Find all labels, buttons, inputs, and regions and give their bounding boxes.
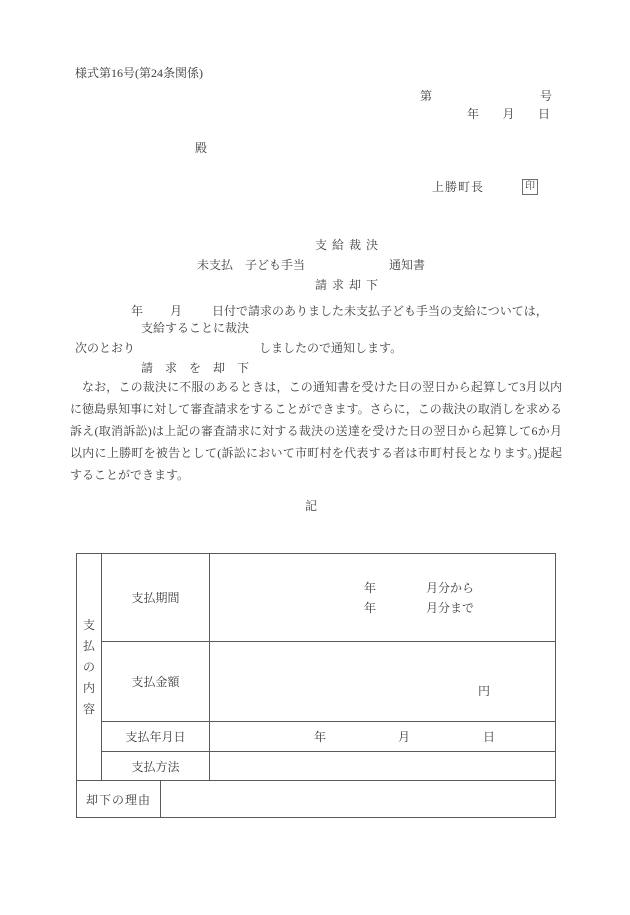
group-label: 支 払 の 内 容 [82, 617, 95, 716]
date-day-label: 日 [537, 107, 550, 121]
title-pre: 未支払 子ども手当 [197, 258, 306, 272]
decision-prefix: 次のとおり [75, 341, 136, 355]
document-title [197, 236, 425, 293]
period-from-line [364, 578, 555, 598]
seal-placeholder: 印 [522, 179, 538, 195]
request-rest-text: 日付で請求のありました未支払子ども手当の支給については， [212, 304, 548, 318]
table-row [102, 722, 555, 752]
method-label: 支払方法 [102, 752, 210, 780]
date-line [467, 105, 550, 122]
period-to: 月分まで [426, 601, 475, 615]
group-label-cell [77, 554, 102, 780]
decision-option-reject: 請 求 を 却 下 [141, 361, 250, 375]
date-month-label: 月 [502, 107, 515, 121]
rejection-label: 却下の理由 [77, 781, 161, 817]
paydate-value-cell [210, 722, 555, 751]
title-option-grant: 支 給 裁 決 [315, 238, 380, 252]
method-value-cell [210, 752, 555, 780]
amount-unit: 円 [478, 684, 491, 698]
period-to-line [364, 598, 555, 618]
decision-options [141, 319, 249, 376]
rejection-value-cell [161, 781, 555, 817]
issuer-name: 上勝町長 [432, 180, 485, 194]
rejection-row [77, 780, 555, 817]
payment-detail-section [77, 554, 555, 780]
addressee-suffix: 殿 [195, 141, 208, 155]
paydate-day-label: 日 [483, 730, 496, 744]
document-number-line [420, 87, 552, 104]
appeal-note: なお，この裁決に不服のあるときは，この通知書を受けた日の翌日から起算して3月以内に徳島県知事に対して審査請求をすることができます。さらに，この裁決の取消しを求める訴え(取消訴訟)は上記の審査請求に対する裁決の送達を受けた日の翌日から起算して6か月以内に上勝町を被告として(訴訟において市町村を代表する者は市町村長となります。)提起することができます。 [70, 380, 562, 482]
ki-heading: 記 [304, 499, 317, 513]
paydate-label: 支払年月日 [102, 722, 210, 751]
form-number: 様式第16号(第24条関係) [75, 66, 203, 80]
request-year-label: 年 [131, 304, 144, 318]
title-post: 通知書 [389, 258, 426, 272]
period-lines [210, 554, 555, 618]
doc-no-suffix: 号 [539, 89, 552, 103]
table-row [102, 642, 555, 722]
period-label: 支払期間 [102, 554, 210, 641]
request-date-line [131, 302, 548, 319]
table-row [102, 752, 555, 780]
title-options [315, 236, 379, 293]
paydate-year-label: 年 [314, 730, 327, 744]
title-option-reject: 請 求 却 下 [315, 278, 380, 292]
decision-suffix: しましたので通知します。 [259, 341, 403, 355]
table-row [102, 554, 555, 642]
period-from: 月分から [426, 581, 475, 595]
date-year-label: 年 [467, 107, 480, 121]
request-month-label: 月 [170, 304, 183, 318]
period-year2: 年 [364, 601, 377, 615]
payment-rows [102, 554, 555, 780]
amount-label: 支払金額 [102, 642, 210, 721]
paydate-line [210, 722, 555, 751]
payment-table [76, 553, 556, 818]
amount-value-cell [210, 642, 555, 721]
decision-line [75, 319, 402, 376]
doc-no-prefix: 第 [420, 89, 433, 103]
paydate-month-label: 月 [398, 730, 411, 744]
period-value-cell [210, 554, 555, 641]
decision-option-grant: 支給することに裁決 [141, 321, 250, 335]
period-year1: 年 [364, 581, 377, 595]
